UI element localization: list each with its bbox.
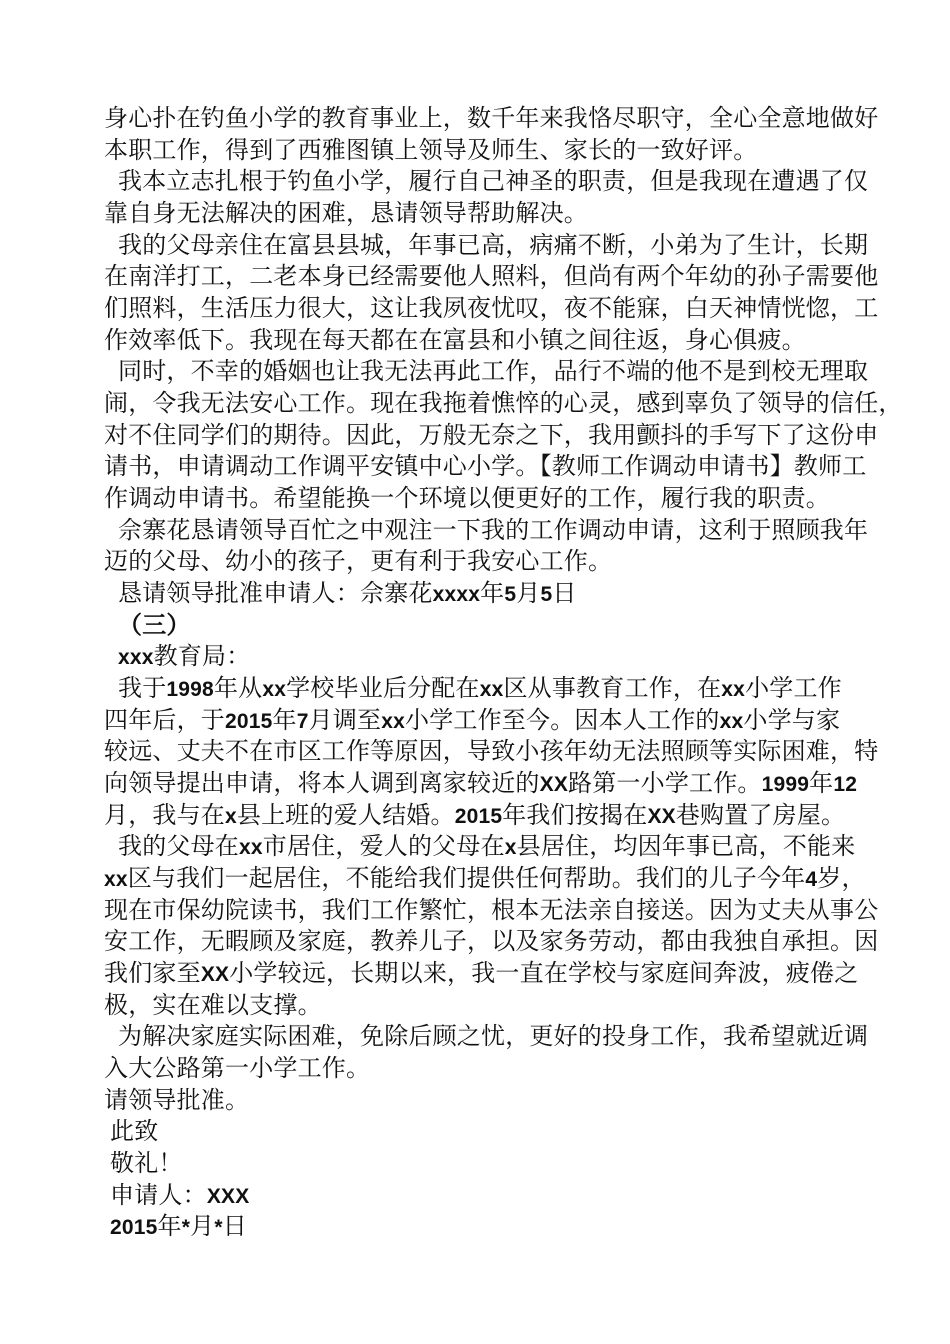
text-line: 我于1998年从xx学校毕业后分配在xx区从事教育工作，在xx小学工作 (118, 674, 842, 702)
addressee: xxx教育局： (118, 642, 251, 670)
text-line: 同时，不幸的婚姻也让我无法再此工作，品行不端的他不是到校无理取 (118, 357, 869, 385)
text-line: 闹，令我无法安心工作。现在我拖着憔悴的心灵，感到辜负了领导的信任， (104, 389, 903, 417)
text-line: 现在市保幼院读书，我们工作繁忙，根本无法亲自接送。因为丈夫从事公 (104, 896, 879, 924)
text-line: 对不住同学们的期待。因此，万般无奈之下，我用颤抖的手写下了这份申 (104, 421, 879, 449)
text-line: 我本立志扎根于钓鱼小学，履行自己神圣的职责，但是我现在遭遇了仅 (118, 167, 869, 195)
text-line: xx区与我们一起居住，不能给我们提供任何帮助。我们的儿子今年4岁， (104, 864, 866, 892)
text-line: 恳请领导批准申请人：佘寨花xxxx年5月5日 (118, 579, 577, 607)
section-heading: （三） (118, 610, 191, 639)
text-line: 我的父母在xx市居住，爱人的父母在x县居住，均因年事已高，不能来 (118, 832, 856, 860)
text-line: 在南洋打工，二老本身已经需要他人照料，但尚有两个年幼的孙子需要他 (104, 262, 879, 290)
text-line: 向领导提出申请，将本人调到离家较近的XX路第一小学工作。1999年12 (104, 769, 858, 797)
text-line: 迈的父母、幼小的孩子，更有利于我安心工作。 (104, 547, 613, 575)
text-line: 入大公路第一小学工作。 (104, 1054, 371, 1082)
salutation-respect: 敬礼！ (110, 1149, 183, 1177)
text-line: 作效率低下。我现在每天都在在富县和小镇之间往返，身心俱疲。 (104, 326, 806, 354)
text-line: 身心扑在钓鱼小学的教育事业上，数千年来我恪尽职守，全心全意地做好 (104, 104, 879, 132)
text-line: 我们家至XX小学较远，长期以来，我一直在学校与家庭间奔波，疲倦之 (104, 959, 859, 987)
text-line: 作调动申请书。希望能换一个环境以便更好的工作，履行我的职责。 (104, 484, 830, 512)
text-line: 较远、丈夫不在市区工作等原因，导致小孩年幼无法照顾等实际困难，特 (104, 737, 879, 765)
salutation: 此致 (110, 1117, 159, 1145)
text-line: 我的父母亲住在富县县城，年事已高，病痛不断，小弟为了生计，长期 (118, 231, 869, 259)
text-line: 佘寨花恳请领导百忙之中观注一下我的工作调动申请，这利于照顾我年 (118, 516, 869, 544)
text-line: 靠自身无法解决的困难，恳请领导帮助解决。 (104, 199, 588, 227)
text-line: 月，我与在x县上班的爱人结婚。2015年我们按揭在XX巷购置了房屋。 (104, 801, 846, 829)
letter-date: 2015年*月*日 (110, 1212, 247, 1240)
text-line: 为解决家庭实际困难，免除后顾之忧，更好的投身工作，我希望就近调 (118, 1022, 869, 1050)
text-line: 四年后，于2015年7月调至xx小学工作至今。因本人工作的xx小学与家 (104, 706, 841, 734)
applicant-signature: 申请人：XXX (110, 1181, 250, 1209)
text-line: 本职工作，得到了西雅图镇上领导及师生、家长的一致好评。 (104, 136, 758, 164)
text-line: 极，实在难以支撑。 (104, 991, 322, 1019)
text-line: 请书，申请调动工作调平安镇中心小学。【教师工作调动申请书】教师工 (104, 452, 867, 480)
text-line: 们照料，生活压力很大，这让我夙夜忧叹，夜不能寐，白天神情恍惚，工 (104, 294, 879, 322)
closing-request: 请领导批准。 (104, 1086, 250, 1114)
text-line: 安工作，无暇顾及家庭，教养儿子，以及家务劳动，都由我独自承担。因 (104, 927, 879, 955)
